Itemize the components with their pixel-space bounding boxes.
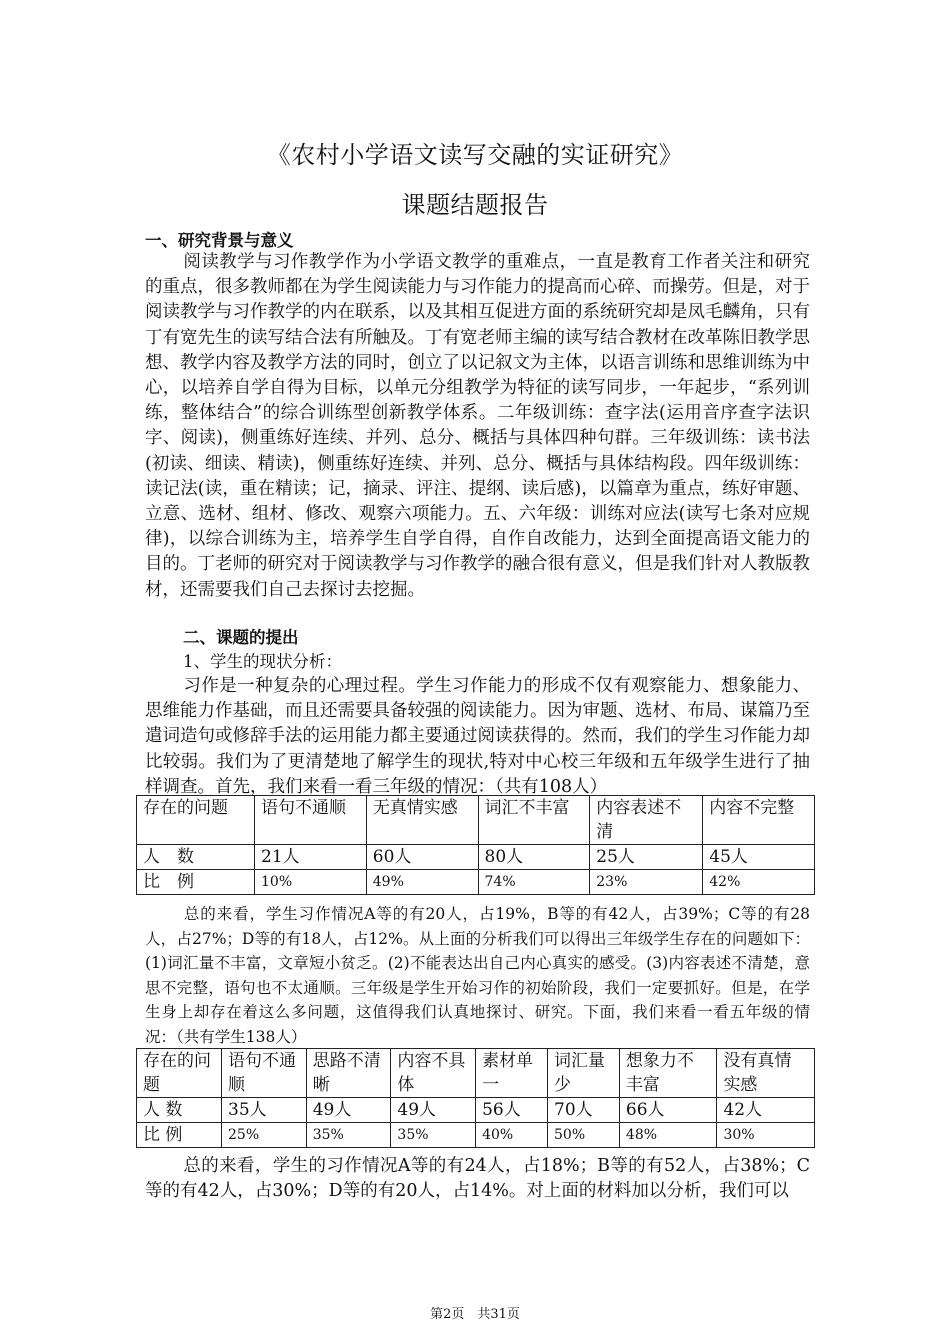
table-cell: 42人 [717, 1098, 815, 1123]
table-cell: 74% [478, 870, 590, 895]
table-row [137, 796, 815, 845]
report-subtitle: 课题结题报告 [401, 191, 549, 219]
table-cell: 内容不完整 [703, 796, 815, 845]
grade3-table [136, 795, 815, 895]
report-title: 《农村小学语文读写交融的实证研究》 [266, 141, 684, 169]
table-cell: 35人 [222, 1098, 307, 1123]
table-cell: 49人 [391, 1098, 476, 1123]
table-cell: 25% [222, 1123, 307, 1148]
table-cell: 66人 [619, 1098, 717, 1123]
table-cell: 30% [717, 1123, 815, 1148]
section1-heading: 一、研究背景与意义 [145, 231, 294, 250]
table-cell: 素材单一 [476, 1049, 548, 1098]
table-cell: 48% [619, 1123, 717, 1148]
table-cell: 词汇量少 [548, 1049, 620, 1098]
table-cell: 50% [548, 1123, 620, 1148]
table-cell: 56人 [476, 1098, 548, 1123]
table-cell: 想象力不丰富 [619, 1049, 717, 1098]
table-cell: 内容不具体 [391, 1049, 476, 1098]
table-cell: 23% [590, 870, 703, 895]
table-cell: 无真情实感 [366, 796, 478, 845]
table-cell: 10% [255, 870, 367, 895]
table-cell: 词汇不丰富 [478, 796, 590, 845]
table-cell: 21人 [255, 845, 367, 870]
table-cell: 存在的问题 [137, 1049, 222, 1098]
table-cell: 人 数 [137, 1098, 222, 1123]
table-cell: 40% [476, 1123, 548, 1148]
table-cell: 49% [366, 870, 478, 895]
table-row [137, 1049, 815, 1098]
table-cell: 内容表述不清 [590, 796, 703, 845]
grade3-summary-paragraph: 总的来看，学生习作情况A等的有20人，占19%，B等的有42人，占39%；C等的有28人，占27%；D等的有18人，占12%。从上面的分析我们可以得出三年级学生存在的问题如下：(1)词汇量不丰富，文章短小贫乏。(2)不能表达出自己内心真实的感受。(3)内容表述不清楚，意思不完整，语句也不太通顺。三年级是学生开始习作的初始阶段，我们一定要抓好。但是，在学生身上却存在着这么多问题，这值得我们认真地探讨、研究。下面，我们来看一看五年级的情况：（共有学生138人） [145, 905, 810, 1046]
section1-paragraph: 阅读教学与习作教学作为小学语文教学的重难点，一直是教育工作者关注和研究的重点，很多教师都在为学生阅读能力与习作能力的提高而心碎、而操劳。但是，对于阅读教学与习作教学的内在联系，以及其相互促进方面的系统研究却是凤毛麟角，只有丁有宽先生的读写结合法有所触及。丁有宽老师主编的读写结合教材在改革陈旧教学思想、教学内容及教学方法的同时，创立了以记叙文为主体，以语言训练和思维训练为中心，以培养自学自得为目标，以单元分组教学为特征的读写同步，一年起步，“系列训练，整体结合”的综合训练型创新教学体系。二年级训练：查字法(运用音序查字法识字、阅读)，侧重练好连续、并列、总分、概括与具体四种句群。三年级训练：读书法(初读、细读、精读)，侧重练好连续、并列、总分、概括与具体结构段。四年级训练：读记法(读，重在精读；记，摘录、评注、提纲、读后感)，以篇章为重点，练好审题、立意、选材、组材、修改、观察六项能力。五、六年级：训练对应法(读写七条对应规律)，以综合训练为主，培养学生自学自得，自作自改能力，达到全面提高语文能力的目的。丁老师的研究对于阅读教学与习作教学的融合很有意义，但是我们针对人教版教材，还需要我们自己去探讨去挖掘。 [145, 252, 810, 600]
table-row [137, 870, 815, 895]
table-cell: 语句不通顺 [222, 1049, 307, 1098]
table-row [137, 845, 815, 870]
table-cell: 存在的问题 [137, 796, 255, 845]
grade5-summary-paragraph: 总的来看，学生的习作情况A等的有24人，占18%；B等的有52人，占38%；C等的有42人，占30%；D等的有20人，占14%。对上面的材料加以分析，我们可以 [145, 1156, 810, 1202]
table-cell: 70人 [548, 1098, 620, 1123]
table-cell: 35% [306, 1123, 391, 1148]
table-row [137, 1098, 815, 1123]
table-cell: 25人 [590, 845, 703, 870]
table-cell: 思路不清晰 [306, 1049, 391, 1098]
table-cell: 80人 [478, 845, 590, 870]
table-cell: 没有真情实感 [717, 1049, 815, 1098]
table-cell: 比 例 [137, 870, 255, 895]
grade5-table [136, 1048, 815, 1148]
page-footer: 第2页 共31页 [430, 1307, 520, 1322]
table-cell: 45人 [703, 845, 815, 870]
student-analysis-paragraph: 习作是一种复杂的心理过程。学生习作能力的形成不仅有观察能力、想象能力、思维能力作基础，而且还需要具备较强的阅读能力。因为审题、选材、布局、谋篇乃至遣词造句或修辞手法的运用能力都主要通过阅读获得的。然而，我们的学生习作能力却比较弱。我们为了更清楚地了解学生的现状,特对中心校三年级和五年级学生进行了抽样调查。首先，我们来看一看三年级的情况：（共有108人） [145, 676, 810, 797]
table-cell: 语句不通顺 [255, 796, 367, 845]
table-row [137, 1123, 815, 1148]
table-cell: 人 数 [137, 845, 255, 870]
table-cell: 比 例 [137, 1123, 222, 1148]
table-cell: 49人 [306, 1098, 391, 1123]
subsection-1-label: 1、学生的现状分析： [183, 652, 342, 671]
section2-heading: 二、课题的提出 [183, 628, 299, 647]
table-cell: 35% [391, 1123, 476, 1148]
table-cell: 42% [703, 870, 815, 895]
table-cell: 60人 [366, 845, 478, 870]
